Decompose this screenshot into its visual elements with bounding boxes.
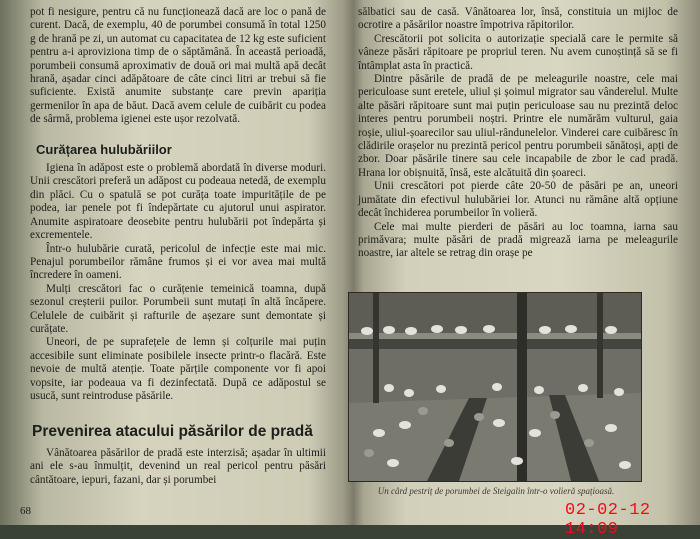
pigeon-aviary-photo bbox=[348, 292, 642, 482]
paragraph: Crescătorii pot solicita o autorizație specială care le permite să vâneze păsări răpitoare pe propriul teren. Nu avem cunoștință să se fi întâmplat asta în practică. bbox=[358, 32, 678, 72]
photo-caption: Un cârd pestriț de porumbei de Steigalin într-o volieră spațioasă. bbox=[377, 486, 615, 496]
paragraph: sălbatici sau de casă. Vânătoarea lor, însă, constituia un mijloc de ocrotire a păsărilor noastre împotriva răpitorilor. bbox=[358, 6, 678, 32]
paragraph: Unii crescători pot pierde câte 20-50 de păsări pe an, uneori jumătate din efectivul hulubăriei lor. Atunci nu rămâne altă opțiune decât închiderea porumbeilor în volieră. bbox=[358, 180, 678, 220]
paragraph: pot fi nesigure, pentru că nu funcționează dacă are loc o pană de curent. Dacă, de exemplu, 40 de porumbei consumă în total 1250 g de hrană pe zi, un automat cu capacitatea de 12 kg este suficient pentru a-i aproviziona timp de o săptămână. În această perioadă, porumbeii consumă aproximativ de două ori mai multă apă decât hrană, așadar cinci adăpătoare de câte cinci litri ar trebui să fie suficiente. Există anumite substanțe care previn apariția germenilor în apa de băut. Dacă avem celule de cuibărit cu podea de sârmă, problema igienei este ușor rezolvată. bbox=[30, 6, 326, 126]
paragraph: Cele mai multe pierderi de păsări au loc toamna, iarna sau primăvara; multe păsări de pradă migrează iarna pe meleagurile noastre, iar altele se retrag din orașe pe bbox=[358, 220, 678, 260]
aviary-illustration bbox=[349, 293, 641, 481]
section-heading: Curățarea hulubăriilor bbox=[36, 141, 172, 157]
paragraph: Vânătoarea păsărilor de pradă este interzisă; așadar în ultimii ani ele s-au înmulțit, devenind un real pericol pentru păsări cântătoare, iepuri, fazani, dar și porumbei bbox=[30, 446, 326, 486]
left-text-column bbox=[30, 6, 326, 487]
left-page bbox=[0, 0, 340, 525]
right-text-column bbox=[358, 6, 678, 261]
paragraph: Igiena în adăpost este o problemă abordată în diverse moduri. Unii crescători preferă un adăpost cu podeaua netedă, de exemplu din plăci. Cu o spatulă se pot curăța toate impuritățile de pe podea, iar penele pot fi îndepărtate cu ajutorul unui aspirator. Anumite aspiratoare deosebite pentru hulubării pot îndepărta și excrementele. bbox=[30, 162, 326, 242]
section-heading: Prevenirea atacului păsărilor de pradă bbox=[32, 423, 313, 441]
page-number: 68 bbox=[20, 505, 31, 517]
camera-timestamp: 02-02-12 14:09 bbox=[565, 501, 651, 539]
paragraph: Uneori, de pe suprafețele de lemn și colțurile mai puțin accesibile sunt eliminate posibilele insecte printr-o flacără. Este nevoie de multă atenție. Toate părțile componente vor fi apoi vopsite, iar podeaua va fi dezinfectată. După ce adăpostul se usucă, sunt reintroduse păsările. bbox=[30, 336, 326, 402]
paragraph: Dintre păsările de pradă de pe meleagurile noastre, cele mai periculoase sunt eretele, uliul și șoimul migrator sau vânderelul. Multe alte păsări răpitoare sunt mai puțin periculoase sau nu prezintă deloc interes pentru porumbeii noștri. Printre ele numărăm vulturul, gaia roșie, uliul-șoarecilor sau uliul-rândunelelor. Vinderei care cuibăresc în clădirile orașelor nu prezintă pericol pentru porumbeii sănătoși, apți de zbor. Doar păsările tinere sau cele incapabile de zbor le cad pradă. Hrana lor obișnuită, însă, este alcătuită din șoareci. bbox=[358, 73, 678, 179]
paragraph: Într-o hulubărie curată, pericolul de infecție este mai mic. Penajul porumbeilor rămâne frumos și ei vor avea mai multă încredere în oameni. bbox=[30, 242, 326, 282]
paragraph: Mulți crescători fac o curățenie temeinică toamna, după sezonul creșterii puilor. Porumbeii sunt mutați în altă încăpere. Celulele de cuibărit și rafturile de așezare sunt demontate și curățate. bbox=[30, 282, 326, 335]
